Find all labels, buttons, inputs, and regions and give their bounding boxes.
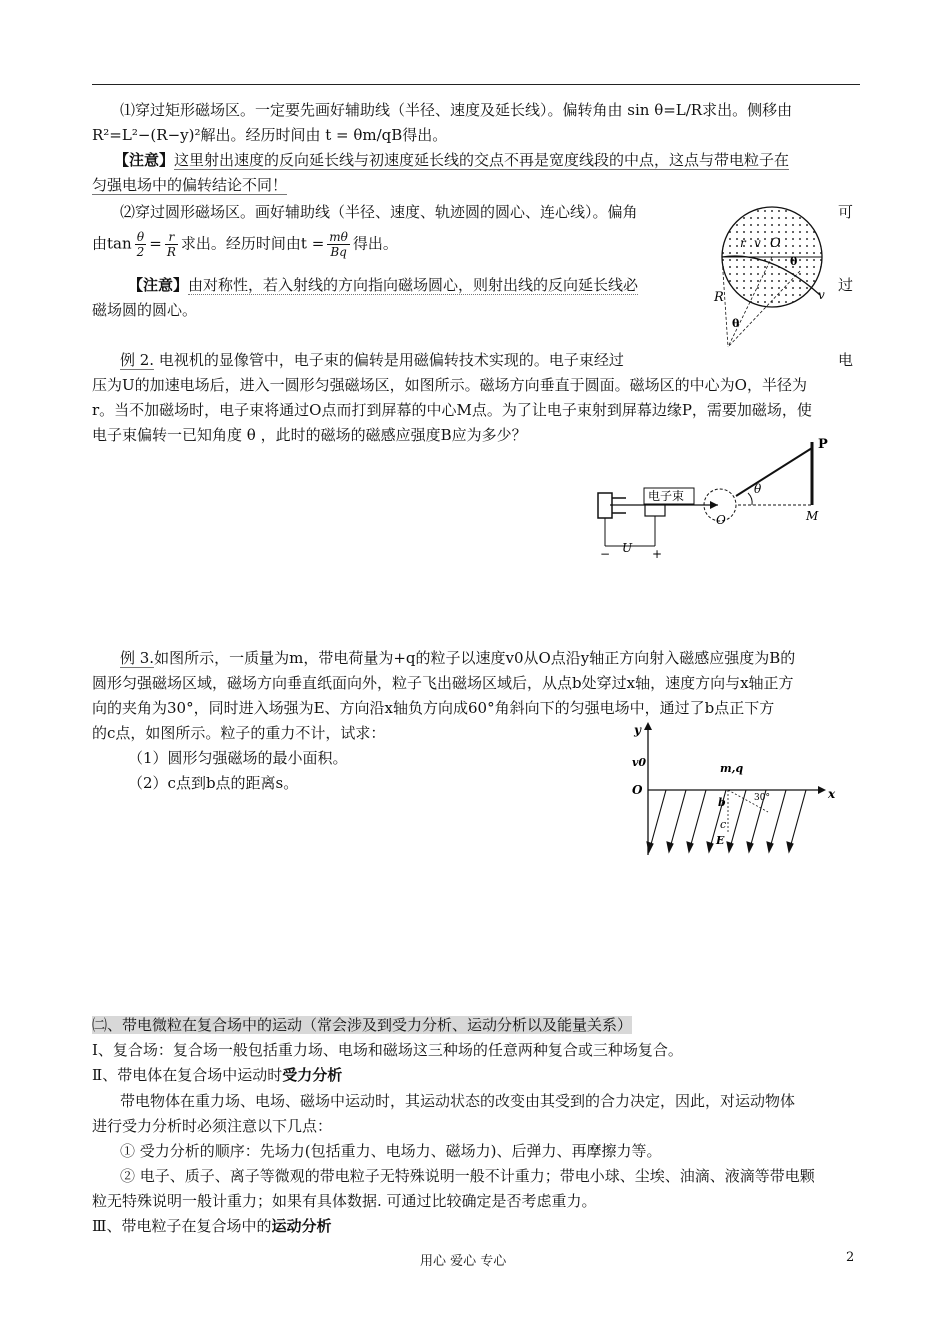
figure-field-axes bbox=[628, 720, 838, 860]
section-2-p1: 带电物体在重力场、电场、磁场中运动时，其运动状态的改变由其受到的合力决定，因此，对运动物体 bbox=[120, 1092, 796, 1110]
fig1-v-top: v bbox=[754, 236, 761, 250]
section-2-p4: ② 电子、质子、离子等微观的带电粒子无特殊说明一般不计重力；带电小球、尘埃、油滴、液滴等带电颗 bbox=[120, 1167, 815, 1185]
example-3-line2: 圆形匀强磁场区域，磁场方向垂直纸面向外，粒子飞出磁场区域后，从点b处穿过x轴，速度方向与x轴正方 bbox=[92, 674, 794, 692]
fig2-O: O bbox=[716, 513, 726, 527]
para-circle-field: ⑵穿过圆形磁场区。画好辅助线（半径、速度、轨迹圆的圆心、连心线）。偏角 bbox=[120, 203, 638, 221]
fig3-mq: m,q bbox=[720, 762, 744, 775]
fig3-v0: v0 bbox=[632, 756, 647, 769]
frac-r-R: $\frac{r}{R}$ bbox=[166, 230, 176, 259]
fig1-R: R bbox=[714, 290, 724, 305]
para-circle-tail: 可 bbox=[838, 203, 854, 221]
section-2-ii: Ⅱ、带电体在复合场中运动时受力分析 bbox=[92, 1066, 343, 1084]
note-2: 【注意】由对称性，若入射线的方向指向磁场圆心，则射出线的反向延长线必 bbox=[128, 276, 639, 294]
footer-motto: 用心 爱心 专心 bbox=[420, 1254, 507, 1269]
frac-mtheta-Bq: $\frac{m\theta}{Bq}$ bbox=[329, 230, 348, 259]
note-1-text: 这里射出速度的反向延长线与初速度延长线的交点不再是宽度线段的中点，这点与带电粒子在 bbox=[174, 151, 790, 169]
fig3-y: y bbox=[634, 723, 641, 737]
note-1-cont: 匀强电场中的偏转结论不同！ bbox=[92, 176, 288, 194]
question-2: （2）c点到b点的距离s。 bbox=[128, 774, 299, 792]
fig3-b: b bbox=[718, 796, 726, 809]
fig1-theta2: θ bbox=[732, 317, 740, 330]
example-2-tail: 电 bbox=[838, 351, 854, 369]
example-2-line2: 压为U的加速电场后，进入一圆形匀强磁场区，如图所示。磁场方向垂直于圆面。磁场区的中心为O，半径为 bbox=[92, 376, 807, 394]
para-rect-field: ⑴穿过矩形磁场区。一定要先画好辅助线（半径、速度及延长线）。偏转角由 sin θ=L/R求出。侧移由 bbox=[120, 101, 793, 119]
example-3-line3: 向的夹角为30°，同时进入场强为E、方向沿x轴负方向成60°角斜向下的匀强电场中，通过了b点正下方 bbox=[92, 699, 775, 717]
fig3-x: x bbox=[828, 787, 836, 801]
fig2-plus: + bbox=[652, 547, 663, 561]
fig2-U: U bbox=[622, 541, 633, 555]
note-1 bbox=[114, 148, 789, 173]
frac-theta-2: $\frac{\theta}{2}$ bbox=[136, 230, 145, 259]
section-2-p3: ① 受力分析的顺序：先场力(包括重力、电场力、磁场力)、后弹力、再摩擦力等。 bbox=[120, 1142, 662, 1160]
example-2-line1: 例 2. 电视机的显像管中，电子束的偏转是用磁偏转技术实现的。电子束经过 bbox=[120, 351, 624, 369]
example-2-line4: 电子束偏转一已知角度 θ ，此时的磁场的磁感应强度B应为多少？ bbox=[92, 426, 527, 444]
section-2-iii: Ⅲ、带电粒子在复合场中的运动分析 bbox=[92, 1217, 332, 1235]
page-number: 2 bbox=[846, 1250, 855, 1265]
fig2-minus: − bbox=[600, 547, 611, 561]
fig2-beam-label: 电子束 bbox=[648, 489, 685, 503]
fig1-v-out: v bbox=[818, 288, 825, 302]
section-2-p5: 粒无特殊说明一般计重力；如果有具体数据. 可通过比较确定是否考虑重力。 bbox=[92, 1192, 597, 1210]
section-2-i: Ⅰ、复合场：复合场一般包括重力场、电场和磁场这三种场的任意两种复合或三种场复合。 bbox=[92, 1041, 683, 1059]
fig2-theta: θ bbox=[754, 482, 762, 496]
fig1-theta: θ bbox=[790, 255, 798, 268]
figure-circular-field bbox=[700, 195, 840, 360]
question-1: （1）圆形匀强磁场的最小面积。 bbox=[128, 749, 348, 767]
note-2-cont: 磁场圆的圆心。 bbox=[92, 301, 198, 319]
note-2-tail: 过 bbox=[838, 276, 854, 294]
fig1-O: O bbox=[770, 236, 781, 251]
fig3-E: E bbox=[716, 834, 725, 847]
example-3-line4: 的c点，如图所示。粒子的重力不计，试求： bbox=[92, 724, 386, 742]
fig3-c: c bbox=[720, 818, 727, 831]
fig3-angle: 30° bbox=[754, 793, 770, 803]
example-3-line1: 例 3.如图所示，一质量为m，带电荷量为+q的粒子以速度v0从O点沿y轴正方向射入磁感应强度为B的 bbox=[120, 649, 796, 667]
para-rect-field-cont: R²=L²−(R−y)²解出。经历时间由 t = θm/qB得出。 bbox=[92, 126, 448, 144]
fig1-r: r bbox=[740, 236, 746, 250]
note-tag: 【注意】 bbox=[114, 151, 175, 169]
fig2-P: P bbox=[818, 438, 828, 452]
fig3-O: O bbox=[632, 783, 643, 797]
example-2-line3: r。当不加磁场时，电子束将通过O点而打到屏幕的中心M点。为了让电子束射到屏幕边缘P，需要加磁场，使 bbox=[92, 401, 812, 419]
section-2-heading: ㈡、带电微粒在复合场中的运动（常会涉及到受力分析、运动分析以及能量关系） bbox=[92, 1016, 633, 1034]
figure-tv-tube bbox=[590, 438, 830, 563]
section-2-p2: 进行受力分析时必须注意以下几点： bbox=[92, 1117, 333, 1135]
fig2-M: M bbox=[806, 509, 819, 523]
formula-line: 由tan $\frac{\theta}{2}$ = $\frac{r}{R}$ 求出。经历时间由t = $\frac{m\theta}{Bq}$ 得出。 bbox=[92, 230, 398, 259]
header-rule bbox=[92, 84, 860, 85]
